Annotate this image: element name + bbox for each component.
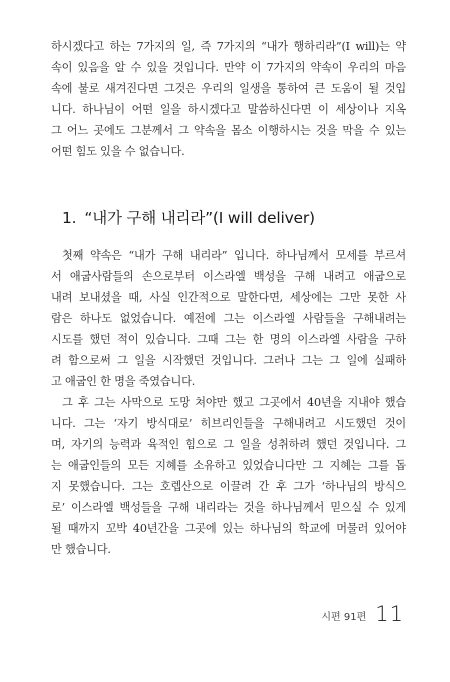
section-heading: [62, 206, 315, 228]
page-number: 11: [375, 602, 404, 626]
text-line: 서 애굽사람들의 손으로부터 이스라엘 백성을 구해 내려고 애굽으로: [51, 270, 406, 283]
paragraph-1: [51, 36, 406, 162]
text-line: 속이 있음을 알 수 있을 것입니다. 만약 이 7가지의 약속이 우리의 마음: [51, 61, 406, 74]
text-line: 어떤 힘도 있을 수 없습니다.: [51, 145, 185, 158]
section-title: “내가 구해 내리라”(I will deliver): [84, 209, 315, 227]
text-line: 내려 보내셨을 때, 사실 인간적으로 말한다면, 세상에는 그만 못한 사: [51, 291, 406, 304]
text-line: 며, 자기의 능력과 육적인 힘으로 그 일을 성취하려 했던 것입니다. 그: [51, 438, 406, 451]
text-line: 는 애굽인들의 모든 지혜를 소유하고 있었습니다만 그 지혜는 그를 돕: [51, 459, 406, 472]
paragraph-2: [51, 245, 406, 392]
text-line: 될 때까지 꼬박 40년간을 그곳에 있는 하나님의 학교에 머물러 있어야: [51, 522, 406, 535]
text-line: 니다. 하나님이 어떤 일을 하시겠다고 말씀하신다면 이 세상이나 지옥: [51, 103, 406, 116]
text-line: 려 함으로써 그 일을 시작했던 것입니다. 그러나 그는 그 일에 실패하: [51, 354, 406, 367]
text-line: 그 어느 곳에도 그분께서 그 약속을 몸소 이행하시는 것을 막을 수 있는: [51, 124, 406, 137]
text-line: 하시겠다고 하는 7가지의 일, 즉 7가지의 “내가 행하리라”(I will)는 약: [51, 40, 406, 53]
text-line: 시도를 했던 적이 있습니다. 그때 그는 한 명의 이스라엘 사람을 구하: [51, 333, 406, 346]
running-section-title: 시편 91편: [321, 612, 367, 623]
text-line: 첫째 약속은 “내가 구해 내리라” 입니다. 하나님께서 모세를 부르셔: [62, 249, 406, 262]
text-line: 니다. 그는 ‘자기 방식대로’ 히브리인들을 구해내려고 시도했던 것이: [51, 417, 406, 430]
text-line: 로’ 이스라엘 백성들을 구해 내리라는 것을 하나님께서 믿으실 수 있게: [51, 501, 406, 514]
text-line: 그 후 그는 사막으로 도망 쳐야만 했고 그곳에서 40년을 지내야 했습: [62, 396, 406, 409]
text-line: 고 애굽인 한 명을 죽였습니다.: [51, 375, 196, 388]
text-line: 만 했습니다.: [51, 543, 111, 556]
text-line: 속에 불로 새겨진다면 그것은 우리의 일생을 통하여 큰 도움이 될 것입: [51, 82, 406, 95]
text-line: 람은 하나도 없었습니다. 예전에 그는 이스라엘 사람들을 구해내려는: [51, 312, 406, 325]
section-number: 1.: [62, 209, 77, 227]
paragraph-3: [51, 392, 406, 560]
page-footer: [321, 602, 404, 626]
text-line: 지 못했습니다. 그는 호렙산으로 이끌려 간 후 그가 ‘하나님의 방식으: [51, 480, 406, 493]
